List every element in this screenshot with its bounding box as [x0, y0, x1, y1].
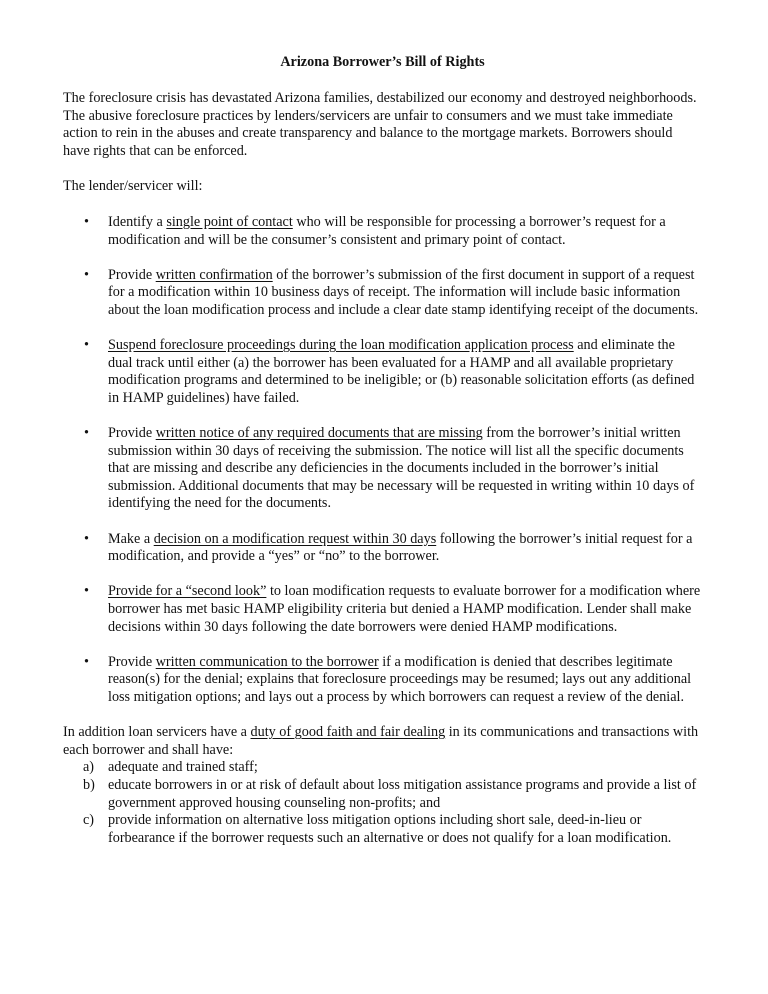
- rights-item-post: following the borrower’s initial request for a modification, and provide a “yes” or “no” to the borrower.: [108, 530, 693, 565]
- rights-item-post: of the borrower’s submission of the first document in support of a request for a modification within 10 business days of receipt. The information will include basic information about the loan modification process and include a clear date stamp identifying receipt of the documents.: [108, 266, 699, 318]
- duty-marker: c): [83, 812, 95, 829]
- bullet-marker: •: [84, 653, 89, 670]
- duty-text: educate borrowers in or at risk of default about loss mitigation assistance programs and provide a list of government approved housing counseling non-profits; and: [108, 776, 697, 811]
- duty-marker: b): [83, 776, 95, 793]
- servicer-duties-list: [63, 759, 702, 847]
- rights-item-pre: Provide: [108, 653, 156, 670]
- rights-item-underlined: single point of contact: [166, 213, 293, 230]
- closing-paragraph: [63, 724, 702, 759]
- bullet-marker: •: [84, 213, 89, 230]
- bullet-marker: •: [84, 425, 89, 442]
- bullet-marker: •: [84, 583, 89, 600]
- rights-item: [63, 425, 702, 513]
- rights-item: [63, 214, 702, 249]
- rights-item-pre: Identify a: [108, 213, 167, 230]
- rights-item: [63, 531, 702, 566]
- rights-item-post: and eliminate the dual track until either (a) the borrower has been evaluated for a HAMP and all available proprietary modification programs and determined to be ineligible; or (b) reasonable solicitation efforts (as defined in HAMP guidelines) have failed.: [108, 337, 695, 406]
- intro-paragraph: The foreclosure crisis has devastated Arizona families, destabilized our economy and destroyed neighborhoods. The abusive foreclosure practices by lenders/servicers are unfair to consumers and we must take immediate action to rein in the abuses and create transparency and balance to the mortgage markets. Borrowers should have rights that can be enforced.: [63, 90, 697, 159]
- bullet-marker: •: [84, 530, 89, 547]
- rights-item: [63, 337, 702, 407]
- rights-item-pre: Make a: [108, 530, 154, 547]
- rights-item-underlined: Suspend foreclosure proceedings during the loan modification application process: [108, 337, 574, 354]
- rights-item-pre: Provide: [108, 266, 156, 283]
- closing-underlined: duty of good faith and fair dealing: [250, 724, 446, 741]
- rights-list: [63, 214, 702, 707]
- rights-item-post: to loan modification requests to evaluate borrower for a modification where borrower has met basic HAMP eligibility criteria but denied a HAMP modification. Lender shall make decisions within 30 days following the date borrowers were denied HAMP modifications.: [108, 583, 701, 635]
- duty-text: provide information on alternative loss mitigation options including short sale, deed-in-lieu or forbearance if the borrower requests such an alternative or does not qualify for a loan modification.: [108, 812, 672, 846]
- rights-item-underlined: written communication to the borrower: [155, 653, 379, 670]
- bullet-marker: •: [84, 266, 89, 283]
- rights-item-post: if a modification is denied that describes legitimate reason(s) for the denial; explains that foreclosure proceedings may be resumed; lays out any additional loss mitigation options; and lays out a process by which borrowers can request a review of the denial.: [108, 653, 692, 705]
- rights-item-underlined: Provide for a “second look”: [108, 583, 267, 600]
- rights-item-underlined: written notice of any required documents that are missing: [155, 425, 483, 442]
- rights-item: [63, 654, 702, 707]
- rights-item-pre: Provide: [108, 425, 156, 442]
- duty-item: [63, 777, 702, 812]
- rights-item: [63, 583, 702, 636]
- duty-text: adequate and trained staff;: [108, 759, 258, 776]
- closing-post: in its communications and transactions with each borrower and shall have:: [63, 724, 699, 758]
- rights-item: [63, 267, 702, 320]
- duty-item: [63, 759, 702, 777]
- lead-sentence: The lender/servicer will:: [63, 178, 203, 195]
- rights-item-underlined: decision on a modification request within 30 days: [153, 530, 437, 547]
- duty-item: [63, 812, 702, 847]
- bullet-marker: •: [84, 337, 89, 354]
- closing-pre: In addition loan servicers have a: [63, 724, 251, 741]
- duty-marker: a): [83, 759, 95, 776]
- rights-item-post: from the borrower’s initial written submission within 30 days of receiving the submission. The notice will list all the specific documents that are missing and describe any deficiencies in the documents included in the borrower’s initial submission. Additional documents that may be necessary will be requested in writing within 10 days of identifying the need for the documents.: [108, 425, 695, 512]
- page-title: Arizona Borrower’s Bill of Rights: [280, 54, 485, 70]
- rights-item-post: who will be responsible for processing a borrower’s request for a modification and will be the consumer’s consistent and primary point of contact.: [108, 213, 666, 248]
- rights-item-underlined: written confirmation: [155, 266, 273, 283]
